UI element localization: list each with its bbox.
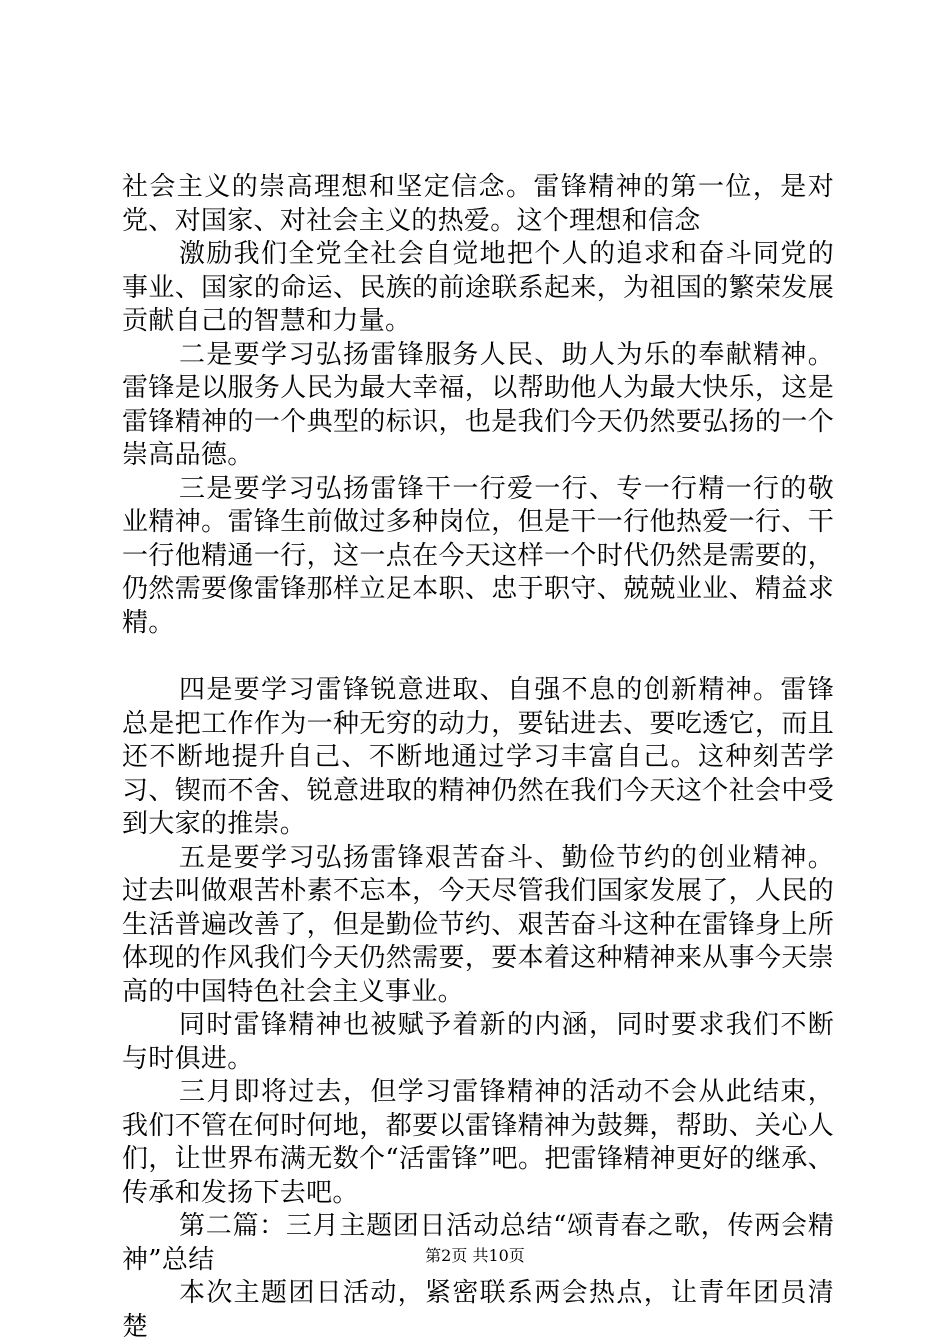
section-heading: 第二篇：三月主题团日活动总结“颂青春之歌，传两会精神”总结	[122, 1211, 834, 1275]
paragraph-8: 三月即将过去，但学习雷锋精神的活动不会从此结束，我们不管在何时何地，都要以雷锋精神为鼓舞，帮助、关心人们，让世界布满无数个“活雷锋”吧。把雷锋精神更好的继承、传承和发扬下去吧。	[122, 1077, 834, 1208]
paragraph-7: 同时雷锋精神也被赋予着新的内涵，同时要求我们不断与时俱进。	[122, 1010, 834, 1074]
document-body	[122, 171, 834, 1344]
paragraph-5: 四是要学习雷锋锐意进取、自强不息的创新精神。雷锋总是把工作作为一种无穷的动力，要钻进去、要吃透它，而且还不断地提升自己、不断地通过学习丰富自己。这种刻苦学习、锲而不舍、锐意进取的精神仍然在我们今天这个社会中受到大家的推崇。	[122, 675, 834, 839]
paragraph-9: 本次主题团日活动，紧密联系两会热点，让青年团员清楚	[122, 1278, 834, 1342]
paragraph-6: 五是要学习弘扬雷锋艰苦奋斗、勤俭节约的创业精神。过去叫做艰苦朴素不忘本，今天尽管我们国家发展了，人民的生活普遍改善了，但是勤俭节约、艰苦奋斗这种在雷锋身上所体现的作风我们今天仍然需要，要本着这种精神来从事今天崇高的中国特色社会主义事业。	[122, 842, 834, 1007]
page-number-footer: 第2页 共10页	[425, 1246, 525, 1265]
paragraph-2: 激励我们全党全社会自觉地把个人的追求和奋斗同党的事业、国家的命运、民族的前途联系起来，为祖国的繁荣发展贡献自己的智慧和力量。	[122, 239, 834, 336]
paragraph-3: 二是要学习弘扬雷锋服务人民、助人为乐的奉献精神。雷锋是以服务人民为最大幸福，以帮助他人为最大快乐，这是雷锋精神的一个典型的标识，也是我们今天仍然要弘扬的一个崇高品德。	[122, 339, 834, 470]
paragraph-1: 社会主义的崇高理想和坚定信念。雷锋精神的第一位，是对党、对国家、对社会主义的热爱。这个理想和信念	[122, 172, 834, 236]
paragraph-4: 三是要学习弘扬雷锋干一行爱一行、专一行精一行的敬业精神。雷锋生前做过多种岗位，但是干一行他热爱一行、干一行他精通一行，这一点在今天这样一个时代仍然是需要的，仍然需要像雷锋那样立足本职、忠于职守、兢兢业业、精益求精。	[122, 473, 834, 638]
